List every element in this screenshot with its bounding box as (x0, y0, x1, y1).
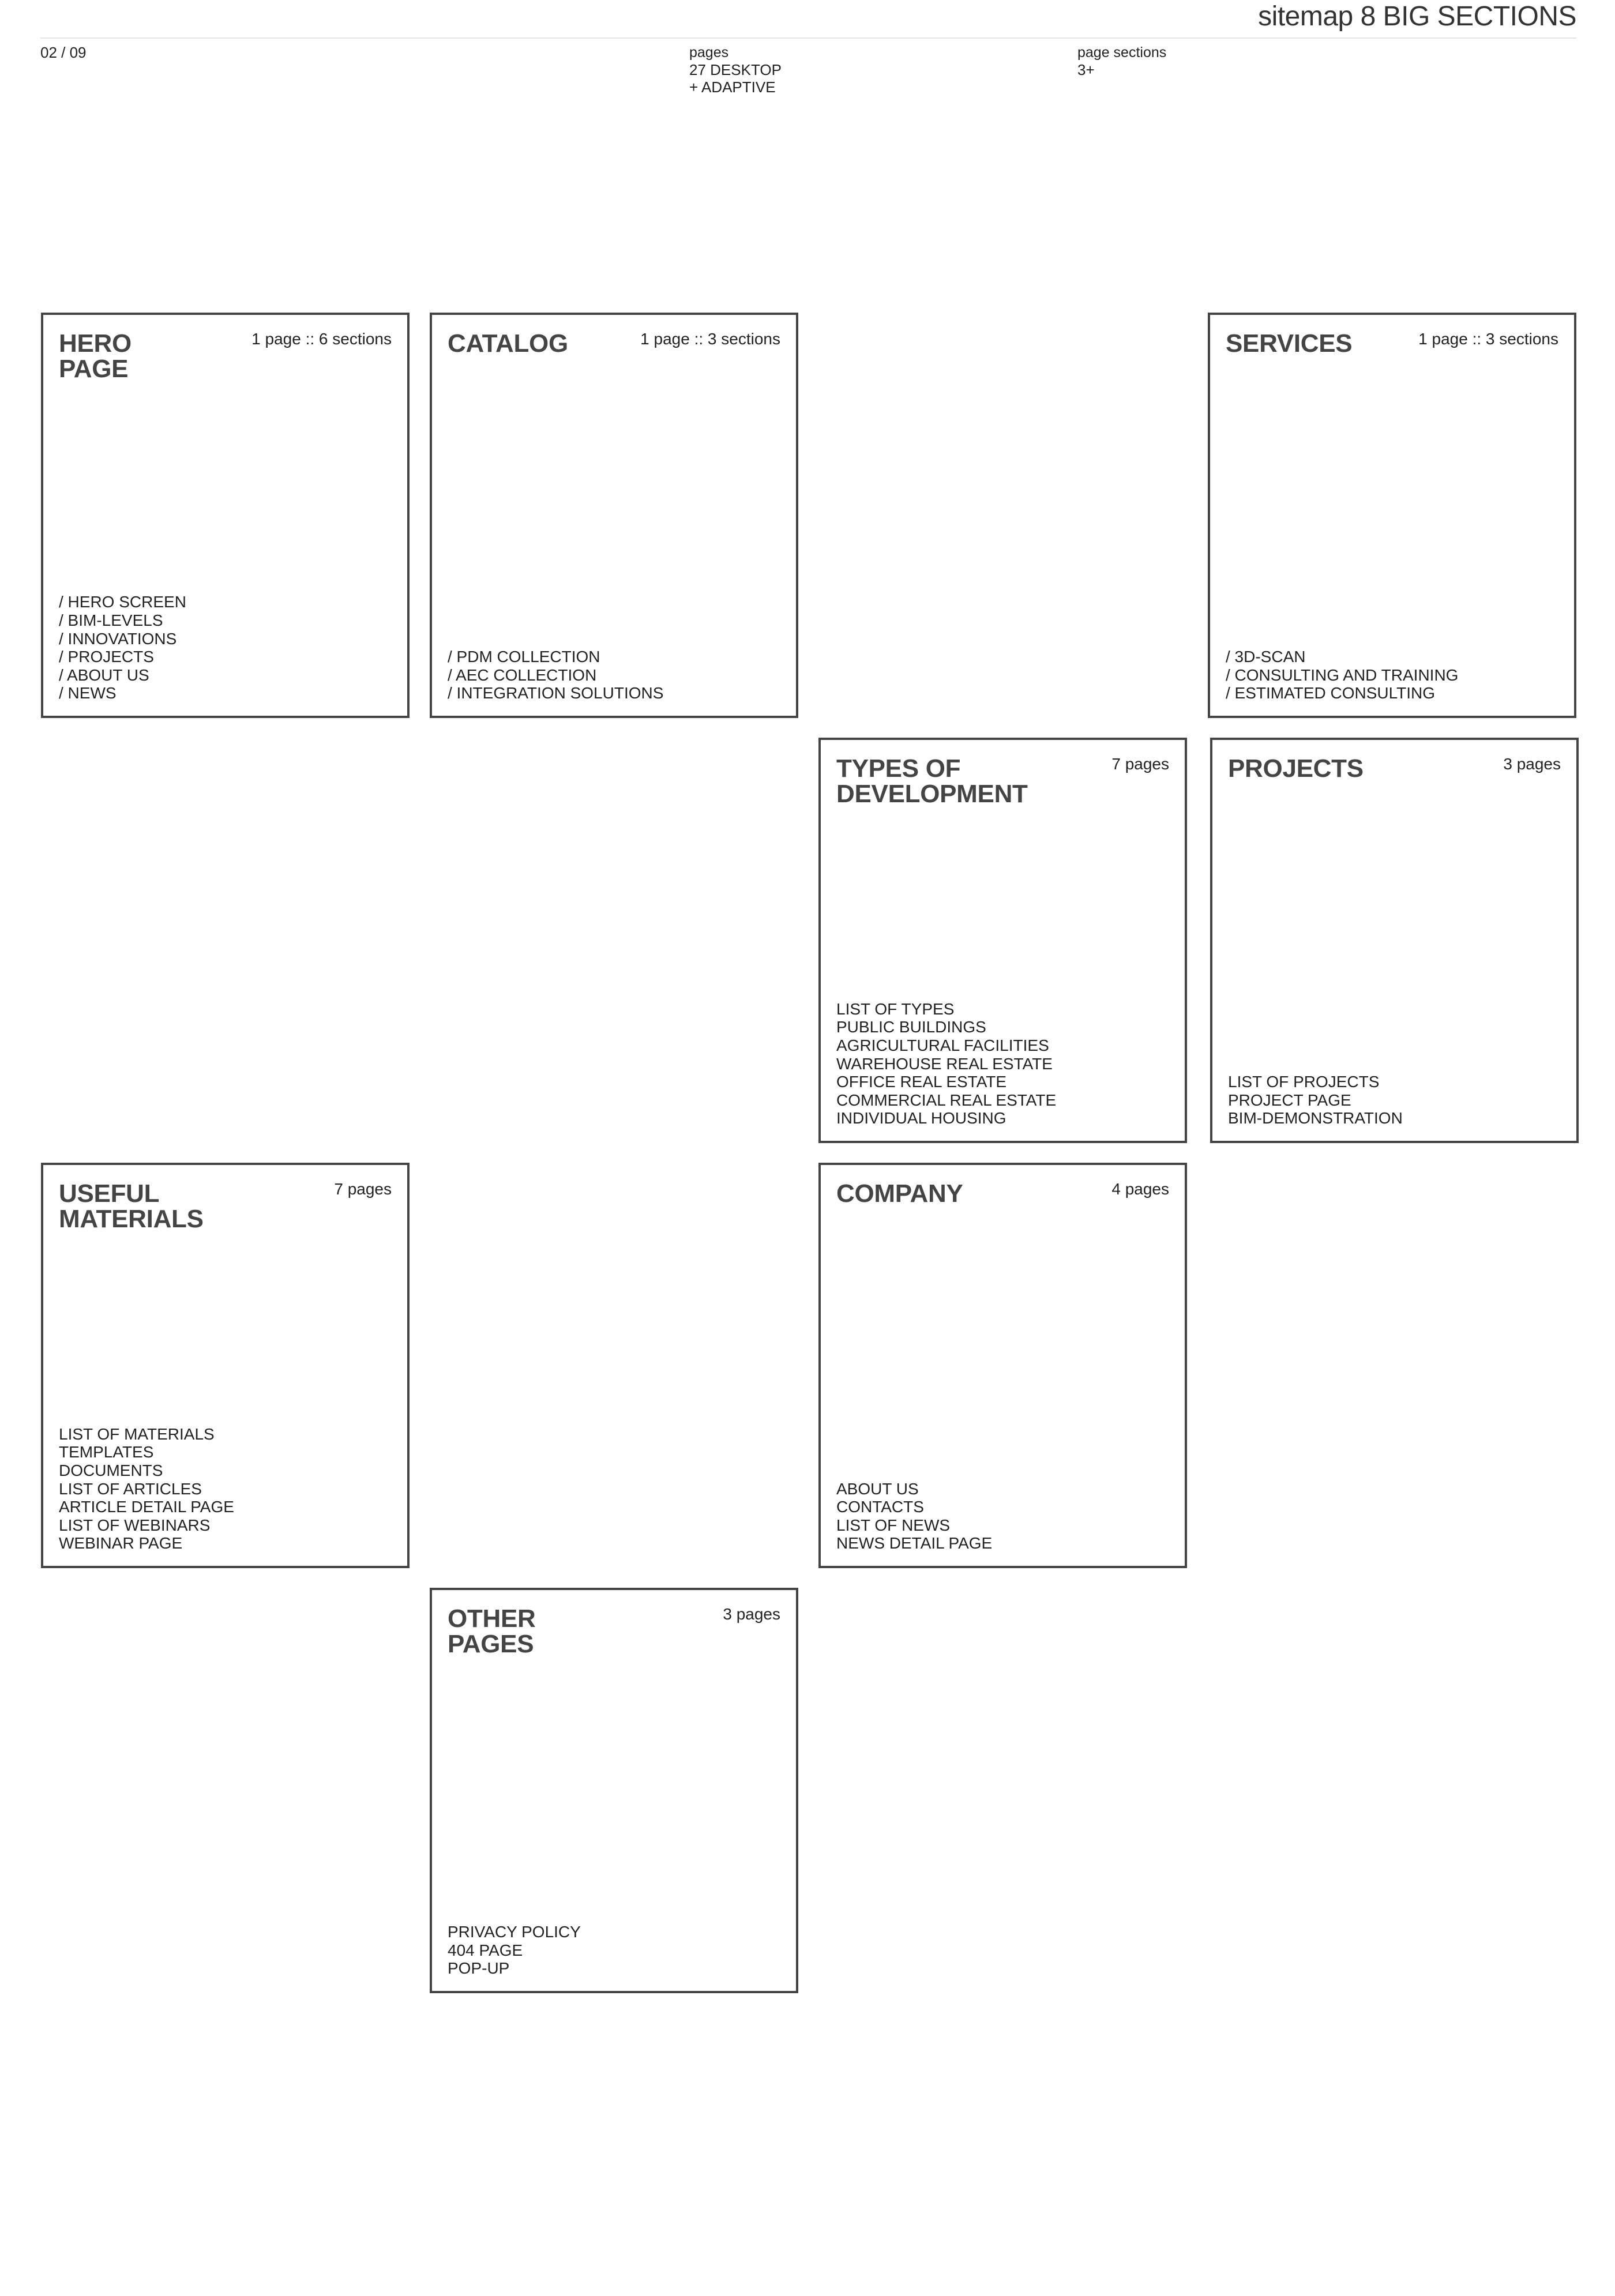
header-divider (40, 37, 1576, 39)
card-page-count: 3 pages (723, 1605, 780, 1623)
card-item: PROJECT PAGE (1228, 1091, 1351, 1109)
pages-desktop-count: 27 DESKTOP (689, 61, 782, 78)
section-card-other-pages (430, 1588, 798, 1993)
card-page-count: 1 page :: 3 sections (1418, 330, 1558, 348)
card-item-list (59, 1425, 234, 1553)
card-title: TYPES OF DEVELOPMENT (836, 754, 1028, 808)
card-page-count: 1 page :: 3 sections (640, 330, 780, 348)
card-item: / 3D-SCAN (1226, 648, 1306, 666)
card-item: / INTEGRATION SOLUTIONS (448, 684, 664, 702)
pages-summary (689, 44, 782, 96)
card-item-list (1228, 1073, 1403, 1128)
card-item: / NEWS (59, 684, 117, 702)
card-item: BIM-DEMONSTRATION (1228, 1109, 1403, 1128)
card-item: / PDM COLLECTION (448, 648, 600, 666)
card-title: CATALOG (448, 329, 568, 358)
sections-label: page sections (1077, 44, 1167, 61)
card-item-list (59, 593, 186, 702)
card-item: / CONSULTING AND TRAINING (1226, 666, 1459, 684)
card-item: WEBINAR PAGE (59, 1534, 183, 1553)
card-item: / HERO SCREEN (59, 593, 186, 611)
sections-value: 3+ (1077, 61, 1095, 78)
card-item-list (448, 648, 663, 702)
card-title: COMPANY (836, 1179, 963, 1208)
card-item: / AEC COLLECTION (448, 666, 597, 684)
card-item: / ESTIMATED CONSULTING (1226, 684, 1435, 702)
card-item-list (1226, 648, 1458, 702)
card-item: WAREHOUSE REAL ESTATE (836, 1054, 1053, 1073)
card-item: LIST OF WEBINARS (59, 1516, 211, 1534)
section-card-types-of-development (818, 738, 1187, 1143)
card-item: LIST OF PROJECTS (1228, 1073, 1380, 1091)
card-title: USEFUL MATERIALS (59, 1179, 204, 1233)
card-page-count: 1 page :: 6 sections (251, 330, 392, 348)
card-item: ABOUT US (836, 1479, 919, 1498)
sections-summary (1077, 44, 1166, 78)
card-item: / INNOVATIONS (59, 629, 177, 648)
section-card-useful-materials (41, 1163, 410, 1568)
card-item: DOCUMENTS (59, 1461, 163, 1480)
card-item: LIST OF NEWS (836, 1516, 951, 1534)
card-item: LIST OF ARTICLES (59, 1479, 202, 1498)
card-item-list (448, 1923, 581, 1978)
section-card-projects (1210, 738, 1579, 1143)
card-page-count: 4 pages (1111, 1180, 1169, 1198)
section-card-company (818, 1163, 1187, 1568)
card-item: / PROJECTS (59, 648, 154, 666)
card-item: / ABOUT US (59, 666, 149, 684)
card-title: PROJECTS (1228, 754, 1364, 783)
card-page-count: 7 pages (334, 1180, 392, 1198)
section-card-catalog (430, 313, 798, 718)
card-item: PRIVACY POLICY (448, 1923, 581, 1941)
card-page-count: 7 pages (1111, 755, 1169, 773)
page-counter: 02 / 09 (40, 44, 87, 61)
card-title: OTHER PAGES (448, 1604, 536, 1658)
card-title: SERVICES (1226, 329, 1353, 358)
card-item: LIST OF TYPES (836, 999, 955, 1018)
card-item: PUBLIC BUILDINGS (836, 1018, 986, 1036)
card-item: NEWS DETAIL PAGE (836, 1534, 993, 1553)
section-card-hero-page (41, 313, 410, 718)
card-item-list (836, 1000, 1056, 1128)
section-card-services (1208, 313, 1576, 718)
card-item-list (836, 1480, 992, 1553)
page-title: sitemap 8 BIG SECTIONS (1258, 1, 1576, 32)
card-item: LIST OF MATERIALS (59, 1425, 215, 1443)
card-page-count: 3 pages (1503, 755, 1561, 773)
card-item: COMMERCIAL REAL ESTATE (836, 1091, 1057, 1109)
card-item: 404 PAGE (448, 1941, 523, 1959)
pages-adaptive-note: + ADAPTIVE (689, 78, 776, 96)
pages-label: pages (689, 44, 729, 61)
card-item: OFFICE REAL ESTATE (836, 1073, 1007, 1091)
card-item: AGRICULTURAL FACILITIES (836, 1036, 1049, 1055)
card-item: INDIVIDUAL HOUSING (836, 1109, 1006, 1128)
card-item: / BIM-LEVELS (59, 611, 163, 630)
card-title: HERO PAGE (59, 329, 132, 383)
card-item: POP-UP (448, 1959, 510, 1978)
card-item: TEMPLATES (59, 1443, 154, 1461)
card-item: CONTACTS (836, 1498, 924, 1516)
card-item: ARTICLE DETAIL PAGE (59, 1498, 234, 1516)
